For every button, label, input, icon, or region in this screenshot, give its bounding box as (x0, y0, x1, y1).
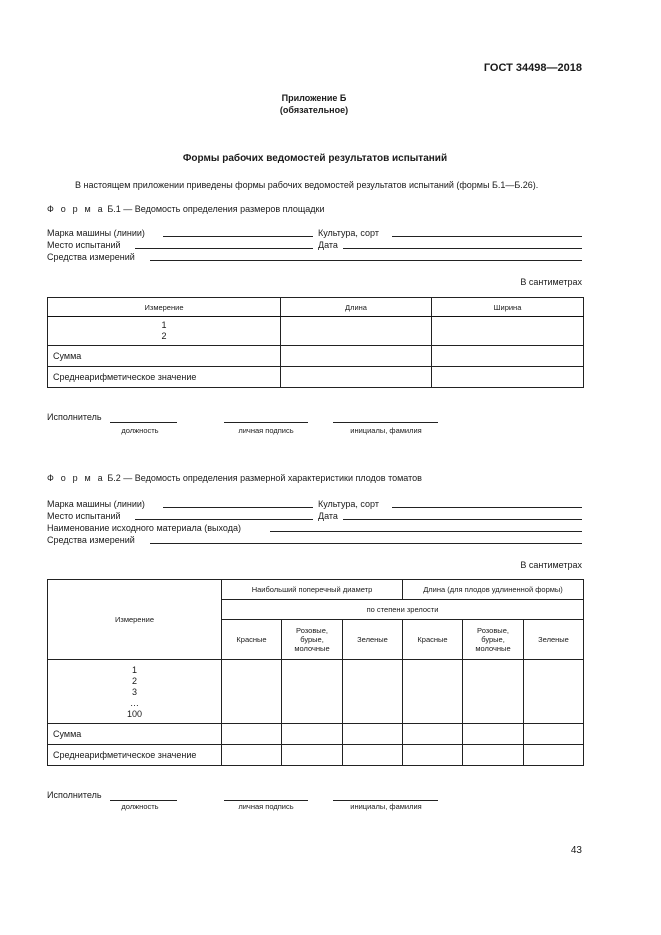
form1-performer-label: Исполнитель (47, 412, 102, 422)
form2-tools-label: Средства измерений (47, 535, 135, 545)
form1-sign-caption: личная подпись (238, 426, 294, 435)
form2-material-line[interactable] (270, 531, 582, 532)
form1-sign-line[interactable] (224, 422, 308, 423)
form2-col-green-2: Зеленые (524, 620, 584, 660)
form2-place-label: Место испытаний (47, 511, 121, 521)
form1-cell[interactable] (432, 346, 584, 367)
form2-cell[interactable] (222, 745, 282, 766)
form1-position-line[interactable] (110, 422, 177, 423)
form2-crop-label: Культура, сорт (318, 499, 379, 509)
form2-heading: Ф о р м а Б.2 — Ведомость определения размерной характеристики плодов томатов (47, 473, 422, 483)
table-row (48, 660, 584, 724)
form1-cell[interactable] (432, 367, 584, 388)
form2-mean-label: Среднеарифметическое значение (48, 745, 222, 766)
form1-position-caption: должность (121, 426, 159, 435)
form2-cell[interactable] (524, 724, 584, 745)
form2-cell[interactable] (282, 745, 343, 766)
form1-name-line[interactable] (333, 422, 438, 423)
table-row (48, 724, 584, 745)
form2-machine-line[interactable] (163, 507, 313, 508)
form2-col-group-diameter: Наибольший поперечный диаметр (222, 580, 403, 600)
form1-crop-line[interactable] (392, 236, 582, 237)
form2-cell[interactable] (282, 660, 343, 724)
appendix-status: (обязательное) (279, 105, 349, 115)
form2-cell[interactable] (343, 724, 403, 745)
form1-tools-label: Средства измерений (47, 252, 135, 262)
form1-mean-label: Среднеарифметическое значение (48, 367, 281, 388)
form2-col-pink-2: Розовые, бурые, молочные (463, 620, 524, 660)
form1-name-caption: инициалы, фамилия (350, 426, 422, 435)
form1-cell[interactable] (432, 317, 584, 346)
form1-tools-line[interactable] (150, 260, 582, 261)
form1-heading: Ф о р м а Б.1 — Ведомость определения размеров площадки (47, 204, 325, 214)
form1-machine-label: Марка машины (линии) (47, 228, 145, 238)
form2-cell[interactable] (403, 724, 463, 745)
table-row (48, 745, 584, 766)
form2-cell[interactable] (343, 660, 403, 724)
form1-sum-label: Сумма (48, 346, 281, 367)
form2-performer-label: Исполнитель (47, 790, 102, 800)
form1-units: В сантиметрах (520, 277, 582, 287)
form2-position-caption: должность (121, 802, 159, 811)
page-number: 43 (570, 845, 582, 856)
appendix-title: Приложение Б (281, 93, 347, 103)
form1-table (47, 297, 584, 388)
form2-cell[interactable] (524, 660, 584, 724)
form2-cell[interactable] (463, 660, 524, 724)
form1-machine-line[interactable] (163, 236, 313, 237)
form1-crop-label: Культура, сорт (318, 228, 379, 238)
form2-cell[interactable] (222, 724, 282, 745)
form2-cell[interactable] (463, 745, 524, 766)
form2-cell[interactable] (343, 745, 403, 766)
form2-units: В сантиметрах (520, 560, 582, 570)
form2-material-label: Наименование исходного материала (выхода) (47, 523, 241, 533)
form2-name-line[interactable] (333, 800, 438, 801)
form2-cell[interactable] (403, 745, 463, 766)
table-row (48, 367, 584, 388)
form2-cell[interactable] (222, 660, 282, 724)
form2-position-line[interactable] (110, 800, 177, 801)
form2-cell[interactable] (524, 745, 584, 766)
form1-cell[interactable] (281, 367, 432, 388)
form2-cell[interactable] (463, 724, 524, 745)
form1-cell[interactable] (281, 317, 432, 346)
form2-col-red: Красные (222, 620, 282, 660)
form1-cell[interactable] (281, 346, 432, 367)
form2-date-line[interactable] (343, 519, 582, 520)
form2-sign-line[interactable] (224, 800, 308, 801)
form2-tools-line[interactable] (150, 543, 582, 544)
form2-crop-line[interactable] (392, 507, 582, 508)
form2-col-ripeness: по степени зрелости (222, 600, 584, 620)
form2-cell[interactable] (282, 724, 343, 745)
form2-cell[interactable] (403, 660, 463, 724)
form1-col-measure: Измерение (48, 298, 281, 317)
form2-table (47, 579, 584, 766)
intro-text: В настоящем приложении приведены формы рабочих ведомостей результатов испытаний (формы Б.1—Б.26). (75, 180, 539, 190)
form2-row-numbers: 1 2 3 … 100 (48, 660, 222, 724)
form2-col-red-2: Красные (403, 620, 463, 660)
table-row (48, 346, 584, 367)
form2-col-measure: Измерение (48, 580, 222, 660)
form1-col-length: Длина (281, 298, 432, 317)
form1-date-label: Дата (318, 240, 338, 250)
form2-col-group-length: Длина (для плодов удлиненной формы) (403, 580, 584, 600)
form2-name-caption: инициалы, фамилия (350, 802, 422, 811)
table-row (48, 317, 584, 346)
form2-sign-caption: личная подпись (238, 802, 294, 811)
standard-number: ГОСТ 34498—2018 (483, 62, 582, 74)
form2-date-label: Дата (318, 511, 338, 521)
section-title: Формы рабочих ведомостей результатов испытаний (182, 153, 448, 164)
form2-col-green: Зеленые (343, 620, 403, 660)
form1-place-line[interactable] (135, 248, 313, 249)
form2-machine-label: Марка машины (линии) (47, 499, 145, 509)
form2-place-line[interactable] (135, 519, 313, 520)
form1-row-numbers: 1 2 (48, 317, 281, 346)
form1-place-label: Место испытаний (47, 240, 121, 250)
form1-date-line[interactable] (343, 248, 582, 249)
form1-col-width: Ширина (432, 298, 584, 317)
form2-col-pink: Розовые, бурые, молочные (282, 620, 343, 660)
form2-sum-label: Сумма (48, 724, 222, 745)
